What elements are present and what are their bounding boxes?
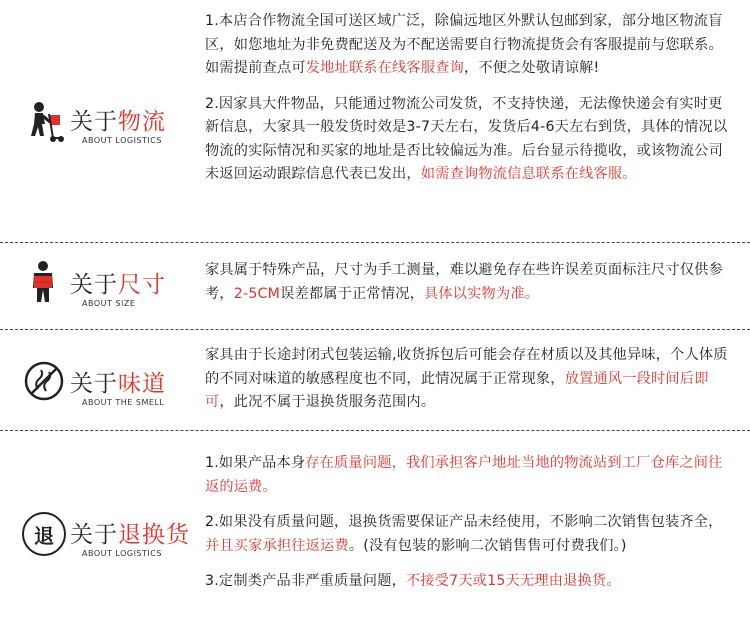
no-smell-icon: [22, 359, 66, 403]
title-prefix: 关于: [70, 522, 118, 548]
section-size: [0, 244, 750, 328]
logistics-subtitle: ABOUT LOGISTICS: [82, 136, 162, 145]
title-highlight: 物流: [118, 109, 166, 135]
smell-heading: [0, 331, 190, 427]
title-prefix: 关于: [70, 109, 118, 135]
logistics-paragraph-1: 1.本店合作物流全国可送区域广泛，除偏远地区外默认包邮到家，部分地区物流盲区，如您地址为非免费配送及为不配送需要自行物流提货会有客服提前与您联系。如需提前查点可发地址联系在线客服查询，不便之处敬请谅解!: [205, 13, 723, 76]
returns-paragraph-2: 2.如果没有质量问题，退换货需要保证产品未经使用，不影响二次销售包装齐全，并且买家承担往返运费。(没有包装的影响二次销售售可付费我们。): [205, 514, 723, 554]
title-highlight: 退换货: [118, 522, 190, 548]
returns-title: [70, 516, 190, 549]
section-returns: [0, 432, 750, 623]
logistics-body: [205, 10, 735, 187]
size-title: [70, 266, 166, 299]
returns-heading: [0, 432, 190, 623]
title-prefix: 关于: [70, 371, 118, 397]
smell-paragraph: 家具由于长途封闭式包装运输,收货拆包后可能会存在材质以及其他异味，个人体质的不同对味道的敏感程度也不同，此情况属于正常现象，放置通风一段时间后即可，此况不属于退换货服务范围内。: [205, 347, 728, 410]
size-body: [205, 259, 735, 306]
returns-paragraph-3: 3.定制类产品非严重质量问题，不接受7天或15天无理由退换货。: [205, 573, 621, 589]
smell-title: [70, 365, 166, 398]
returns-body: [205, 452, 735, 594]
title-highlight: 尺寸: [118, 272, 166, 298]
section-smell: [0, 331, 750, 427]
divider: [0, 430, 750, 431]
title-highlight: 味道: [118, 371, 166, 397]
size-subtitle: ABOUT SIZE: [82, 299, 136, 308]
section-logistics: [0, 0, 750, 240]
divider: [0, 242, 750, 243]
smell-body: [205, 344, 735, 415]
delivery-worker-icon: [22, 100, 66, 144]
size-paragraph: 家具属于特殊产品，尺寸为手工测量，难以避免存在些许误差页面标注尺寸仅供参考，2-5CM误差都属于正常情况，具体以实物为准。: [205, 262, 723, 302]
title-prefix: 关于: [70, 272, 118, 298]
size-heading: [0, 244, 190, 328]
smell-subtitle: ABOUT THE SMELL: [82, 398, 165, 407]
logistics-paragraph-2: 2.因家具大件物品，只能通过物流公司发货，不支持快递，无法像快递会有实时更新信息，大家具一般发货时效是3-7天左右，发货后4-6天左右到货，具体的情况以物流的实际情况和买家的地址是否比较偏远为准。后台显示待揽收，或该物流公司未返回运动跟踪信息代表已发出，如需查询物流信息联系在线客服。: [205, 95, 728, 182]
person-box-icon: [22, 260, 66, 304]
divider: [0, 329, 750, 330]
return-icon: 退: [22, 512, 66, 556]
logistics-title: [70, 103, 166, 136]
returns-subtitle: ABOUT LOGISTICS: [82, 549, 162, 558]
logistics-heading: [0, 0, 190, 240]
returns-paragraph-1: 1.如果产品本身存在质量问题，我们承担客户地址当地的物流站到工厂仓库之间往返的运费。: [205, 455, 723, 495]
